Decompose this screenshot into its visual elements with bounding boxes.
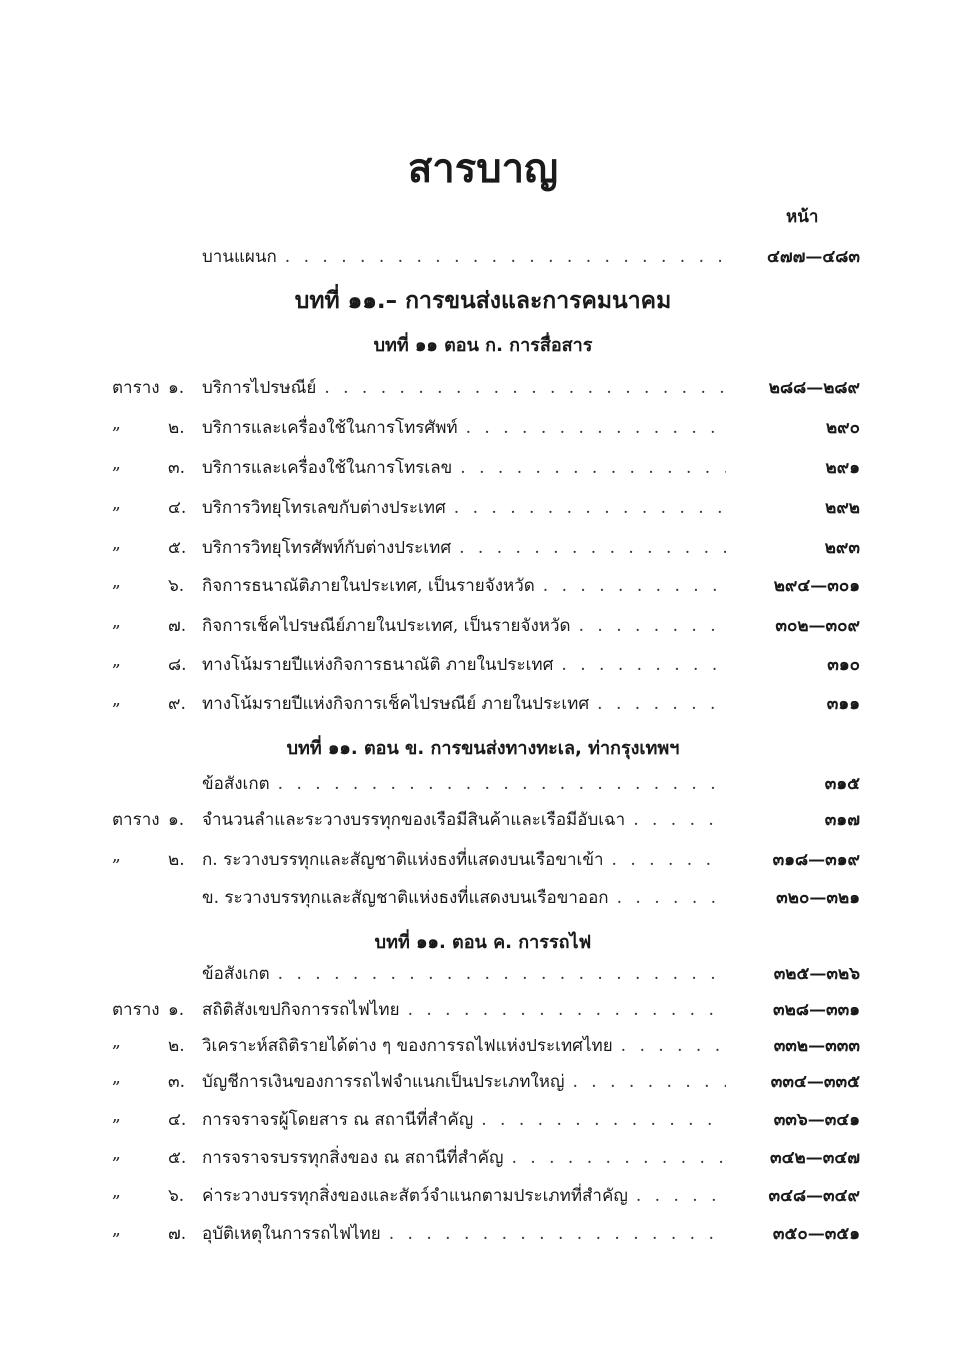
leader-dots [452, 458, 726, 478]
entry-page: ๓๑๐ [827, 655, 860, 675]
entry-text-wrap [202, 770, 726, 797]
entry-page: ๓๕๐—๓๕๑ [772, 1224, 860, 1244]
entry-page: ๓๒๐—๓๒๑ [776, 888, 860, 908]
entry-text: สถิติสังเขปกิจการรถไฟไทย [202, 1000, 400, 1020]
entry-label: „ [112, 534, 121, 554]
toc-entry [0, 960, 966, 986]
entry-text-wrap [202, 1068, 726, 1095]
leader-dots [400, 1000, 726, 1020]
entry-page: ๓๒๕—๓๒๖ [773, 964, 860, 984]
entry-label: ตาราง [112, 810, 160, 830]
entry-text: บริการวิทยุโทรเลขกับต่างประเทศ [202, 498, 446, 518]
entry-text: ทางโน้มรายปีแห่งกิจการธนาณัติ ภายในประเทศ [202, 655, 554, 675]
leader-dots [446, 498, 726, 518]
entry-text-wrap [202, 243, 726, 270]
entry-label: „ [112, 414, 121, 434]
entry-label: „ [112, 612, 121, 632]
entry-number: ๔. [168, 498, 187, 518]
toc-entry [0, 374, 966, 400]
leader-dots [628, 1186, 726, 1206]
entry-text: ข้อสังเกต [202, 774, 270, 794]
toc-entry [0, 1032, 966, 1058]
entry-number: ๖. [168, 576, 185, 596]
entry-label: ตาราง [112, 378, 160, 398]
entry-page: ๓๑๕ [824, 774, 860, 794]
entry-text-wrap [202, 996, 726, 1023]
entry-text-wrap [202, 534, 726, 561]
entry-number: ๖. [168, 1186, 185, 1206]
entry-text: ข. ระวางบรรทุกและสัญชาติแห่งธงที่แสดงบนเรือขาออก [202, 888, 609, 908]
entry-page: ๓๔๒—๓๔๗ [770, 1148, 860, 1168]
leader-dots [589, 694, 726, 714]
toc-entry [0, 770, 966, 796]
leader-dots [458, 418, 726, 438]
entry-text-wrap [202, 572, 726, 599]
leader-dots [535, 576, 726, 596]
leader-dots [609, 888, 726, 908]
entry-number: ๓. [168, 458, 186, 478]
entry-number: ๔. [168, 1110, 187, 1130]
toc-entry [0, 651, 966, 677]
entry-number: ๒. [168, 850, 185, 870]
entry-text-wrap [202, 1032, 726, 1059]
entry-page: ๓๓๔—๓๓๕ [770, 1072, 860, 1092]
leader-dots [503, 1148, 726, 1168]
toc-entry [0, 996, 966, 1022]
entry-label: ตาราง [112, 1000, 160, 1020]
toc-entry [0, 494, 966, 520]
page-title: สารบาญ [407, 146, 559, 192]
entry-number: ๗. [168, 616, 187, 636]
entry-page: ๓๓๖—๓๔๑ [773, 1110, 860, 1130]
leader-dots [270, 964, 726, 984]
entry-page: ๓๓๒—๓๓๓ [773, 1036, 860, 1056]
entry-label: „ [112, 494, 121, 514]
entry-label: „ [112, 846, 121, 866]
entry-text: บริการไปรษณีย์ [202, 378, 317, 398]
entry-text-wrap [202, 846, 726, 873]
entry-text: วิเคราะห์สถิติรายได้ต่าง ๆ ของการรถไฟแห่งประเทศไทย [202, 1036, 613, 1056]
entry-label: „ [112, 454, 121, 474]
entry-number: ๕. [168, 1148, 187, 1168]
leader-dots [565, 1072, 727, 1092]
toc-entry [0, 534, 966, 560]
leader-dots [625, 810, 726, 830]
entry-label: „ [112, 572, 121, 592]
entry-page: ๓๑๑ [826, 694, 860, 714]
entry-label: „ [112, 1182, 121, 1202]
leader-dots [451, 538, 726, 558]
entry-text-wrap [202, 884, 726, 911]
entry-text: กิจการธนาณัติภายในประเทศ, เป็นรายจังหวัด [202, 576, 535, 596]
entry-label: „ [112, 1220, 121, 1240]
entry-text: บริการวิทยุโทรศัพท์กับต่างประเทศ [202, 538, 452, 558]
entry-text: ก. ระวางบรรทุกและสัญชาติแห่งธงที่แสดงบนเรือขาเข้า [202, 850, 604, 870]
toc-entry [0, 884, 966, 910]
toc-entry [0, 690, 966, 716]
entry-text-wrap [202, 494, 726, 521]
entry-number: ๒. [168, 1036, 185, 1056]
entry-text: ข้อสังเกต [202, 964, 270, 984]
toc-entry [0, 1068, 966, 1094]
entry-label: „ [112, 690, 121, 710]
entry-text-wrap [202, 651, 726, 678]
entry-text: บานแผนก [202, 247, 277, 267]
toc-entry [0, 414, 966, 440]
leader-dots [473, 1110, 726, 1130]
entry-page: ๓๑๘—๓๑๙ [772, 850, 860, 870]
entry-text: ค่าระวางบรรทุกสิ่งของและสัตว์จำแนกตามประเภทที่สำคัญ [202, 1186, 628, 1206]
entry-label: „ [112, 1144, 121, 1164]
toc-entry [0, 1106, 966, 1132]
entry-text-wrap [202, 690, 726, 717]
entry-number: ๙. [168, 694, 186, 714]
toc-entry [0, 572, 966, 598]
entry-page: ๒๙๓ [824, 538, 860, 558]
leader-dots [270, 774, 726, 794]
entry-page: ๔๗๗—๔๘๓ [766, 247, 860, 267]
entry-label: „ [112, 651, 121, 671]
entry-number: ๑. [168, 378, 185, 398]
leader-dots [613, 1036, 726, 1056]
entry-text: อุบัติเหตุในการรถไฟไทย [202, 1224, 381, 1244]
leader-dots [604, 850, 726, 870]
entry-page: ๒๙๔—๓๐๑ [773, 576, 860, 596]
entry-number: ๗. [168, 1224, 187, 1244]
toc-entry [0, 806, 966, 832]
chapter-heading: บทที่ ๑๑.– การขนส่งและการคมนาคม [294, 288, 672, 314]
entry-label: „ [112, 1106, 121, 1126]
entry-number: ๓. [168, 1072, 186, 1092]
entry-text-wrap [202, 1144, 726, 1171]
entry-text-wrap [202, 1182, 726, 1209]
entry-page: ๓๔๘—๓๔๙ [768, 1186, 860, 1206]
entry-text-wrap [202, 1220, 726, 1247]
entry-text-wrap [202, 374, 726, 401]
entry-page: ๒๙๐ [825, 418, 860, 438]
entry-page: ๒๙๒ [825, 498, 860, 518]
entry-text: บัญชีการเงินของการรถไฟจำแนกเป็นประเภทใหญ่ [202, 1072, 565, 1092]
entry-page: ๓๐๒—๓๐๙ [775, 616, 860, 636]
entry-text-wrap [202, 960, 726, 987]
entry-number: ๘. [168, 655, 187, 675]
entry-text: การจราจรผู้โดยสาร ณ สถานีที่สำคัญ [202, 1110, 474, 1130]
entry-text-wrap [202, 414, 726, 441]
leader-dots [571, 616, 726, 636]
section-heading-b: บทที่ ๑๑. ตอน ข. การขนส่งทางทะเล, ท่ากรุงเทพฯ [286, 738, 680, 759]
entry-text: กิจการเช็คไปรษณีย์ภายในประเทศ, เป็นรายจังหวัด [202, 616, 571, 636]
entry-label: „ [112, 1068, 121, 1088]
leader-dots [277, 247, 726, 267]
entry-page: ๓๒๘—๓๓๑ [773, 1000, 860, 1020]
entry-label: „ [112, 1032, 121, 1052]
entry-number: ๒. [168, 418, 185, 438]
toc-entry [0, 243, 966, 269]
entry-text: บริการและเครื่องใช้ในการโทรศัพท์ [202, 418, 458, 438]
entry-text: การจราจรบรรทุกสิ่งของ ณ สถานีที่สำคัญ [202, 1148, 504, 1168]
entry-text-wrap [202, 1106, 726, 1133]
entry-page: ๓๑๗ [824, 810, 860, 830]
entry-text-wrap [202, 806, 726, 833]
section-heading-a: บทที่ ๑๑ ตอน ก. การสื่อสาร [373, 335, 593, 356]
entry-number: ๑. [168, 810, 185, 830]
section-heading-c: บทที่ ๑๑. ตอน ค. การรถไฟ [374, 932, 592, 953]
leader-dots [381, 1224, 726, 1244]
leader-dots [316, 378, 726, 398]
entry-text-wrap [202, 454, 726, 481]
entry-page: ๒๘๘—๒๘๙ [768, 378, 860, 398]
page-column-header: หน้า [786, 207, 819, 227]
toc-entry [0, 454, 966, 480]
entry-text-wrap [202, 612, 726, 639]
toc-entry [0, 1144, 966, 1170]
leader-dots [553, 655, 726, 675]
toc-entry [0, 1182, 966, 1208]
entry-number: ๕. [168, 538, 187, 558]
toc-entry [0, 846, 966, 872]
toc-entry [0, 1220, 966, 1246]
entry-page: ๒๙๑ [825, 458, 860, 478]
entry-text: ทางโน้มรายปีแห่งกิจการเช็คไปรษณีย์ ภายในประเทศ [202, 694, 590, 714]
entry-text: จำนวนลำและระวางบรรทุกของเรือมีสินค้าและเรือมีอับเฉา [202, 810, 626, 830]
toc-entry [0, 612, 966, 638]
entry-text: บริการและเครื่องใช้ในการโทรเลข [202, 458, 453, 478]
entry-number: ๑. [168, 1000, 185, 1020]
